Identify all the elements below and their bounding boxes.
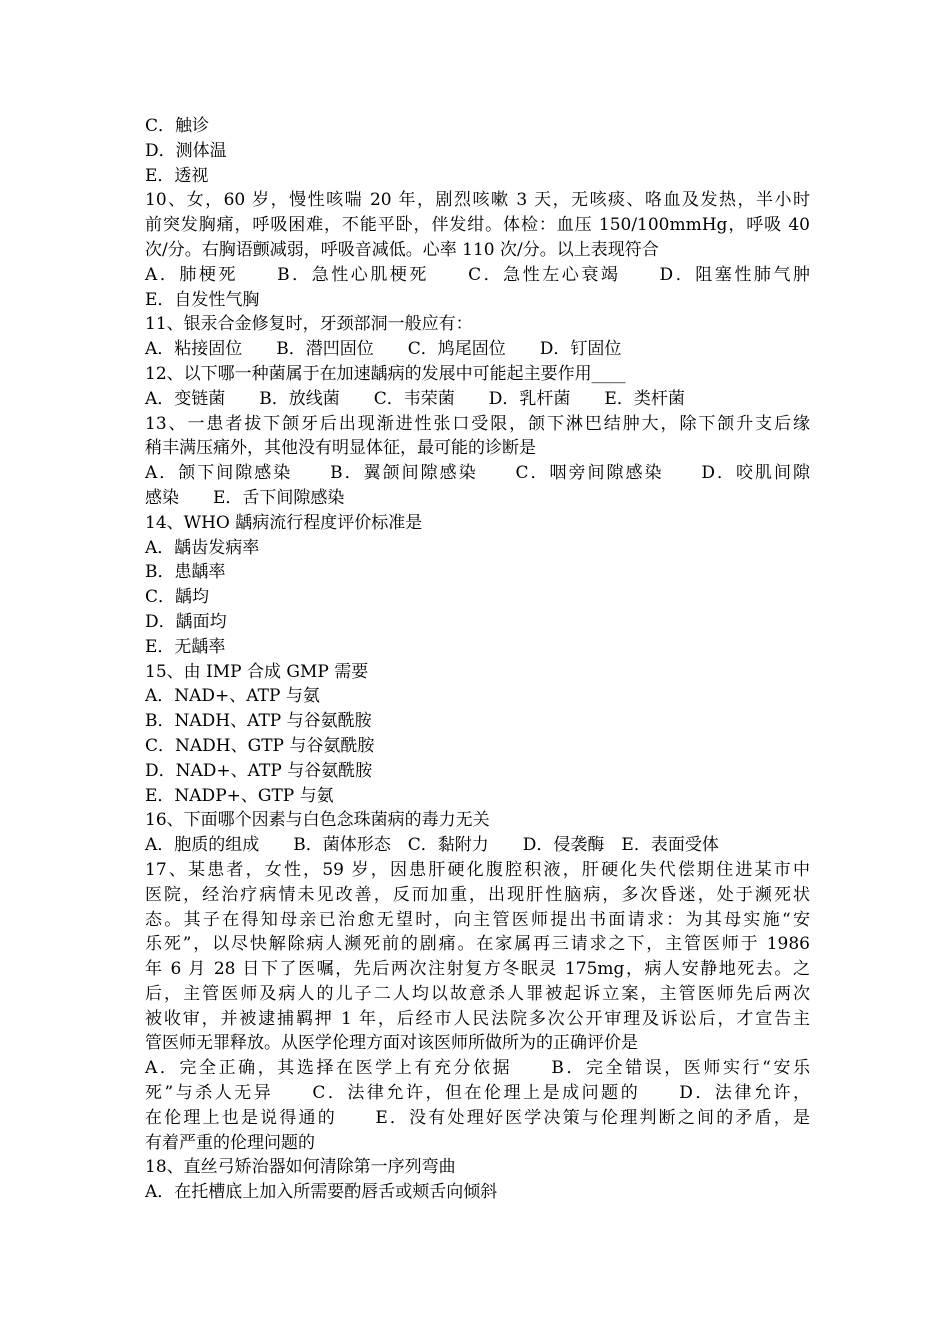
question-line: 16、下面哪个因素与白色念珠菌病的毒力无关 bbox=[145, 810, 490, 831]
option-line: B．患龋率 bbox=[145, 562, 226, 583]
question-line: 12、以下哪一种菌属于在加速龋病的发展中可能起主要作用____ bbox=[145, 363, 626, 384]
option-line: C．NADH、GTP 与谷氨酰胺 bbox=[145, 735, 375, 756]
option-line: A．龋齿发病率 bbox=[145, 537, 260, 558]
options-line: A．变链菌 B．放线菌 C．韦荣菌 D．乳杆菌 E．类杆菌 bbox=[145, 388, 685, 409]
question-line: 11、银汞合金修复时，牙颈部洞一般应有： bbox=[145, 314, 473, 335]
options-line: A．颌下间隙感染 B．翼颌间隙感染 C．咽旁间隙感染 D．咬肌间隙 bbox=[145, 463, 810, 484]
options-line: E．自发性气胸 bbox=[145, 289, 260, 310]
options-line: 死”与杀人无异 C．法律允许，但在伦理上是成问题的 D．法律允许， bbox=[145, 1083, 810, 1104]
option-line: E．NADP+、GTP 与氨 bbox=[145, 785, 334, 806]
option-line: D．NAD+、ATP 与谷氨酰胺 bbox=[145, 760, 373, 781]
question-line: 后，主管医师及病人的儿子二人均以故意杀人罪被起诉立案，主管医师先后两次 bbox=[145, 983, 810, 1004]
question-line: 10、女，60 岁，慢性咳喘 20 年，剧烈咳嗽 3 天，无咳痰、咯血及发热，半小时 bbox=[145, 190, 810, 211]
question-line: 次/分。右胸语颤减弱，呼吸音减低。心率 110 次/分。以上表现符合 bbox=[145, 239, 659, 260]
question-line: 态。其子在得知母亲已治愈无望时，向主管医师提出书面请求：为其母实施“安 bbox=[145, 909, 810, 930]
option-line: C．龋均 bbox=[145, 587, 210, 608]
question-line: 医院，经治疗病情未见改善，反而加重，出现肝性脑病，多次昏迷，处于濒死状 bbox=[145, 884, 810, 905]
document-page bbox=[145, 114, 810, 1205]
text-line: E．透视 bbox=[145, 165, 209, 186]
question-line: 管医师无罪释放。从医学伦理方面对该医师所做所为的正确评价是 bbox=[145, 1033, 638, 1054]
options-line: A．胞质的组成 B．菌体形态 C．黏附力 D．侵袭酶 E．表面受体 bbox=[145, 835, 719, 856]
question-line: 18、直丝弓矫治器如何清除第一序列弯曲 bbox=[145, 1157, 456, 1178]
text-line: D．测体温 bbox=[145, 140, 227, 161]
question-line: 14、WHO 龋病流行程度评价标准是 bbox=[145, 512, 423, 533]
option-line: A．在托槽底上加入所需要酌唇舌或颊舌向倾斜 bbox=[145, 1182, 498, 1203]
question-line: 13、一患者拔下颌牙后出现渐进性张口受限，颌下淋巴结肿大，除下颌升支后缘 bbox=[145, 413, 810, 434]
question-line: 年 6 月 28 日下了医嘱，先后两次注射复方冬眠灵 175mg，病人安静地死去。之 bbox=[145, 959, 810, 980]
option-line: B．NADH、ATP 与谷氨酰胺 bbox=[145, 711, 372, 732]
question-line: 乐死”，以尽快解除病人濒死前的剧痛。在家属再三请求之下，主管医师于 1986 bbox=[145, 934, 810, 955]
options-line: 感染 E．舌下间隙感染 bbox=[145, 487, 345, 508]
options-line: A．粘接固位 B．潜凹固位 C．鸠尾固位 D．钉固位 bbox=[145, 339, 622, 360]
question-line: 15、由 IMP 合成 GMP 需要 bbox=[145, 661, 369, 682]
option-line: E．无龋率 bbox=[145, 636, 226, 657]
options-line: 在伦理上也是说得通的 E．没有处理好医学决策与伦理判断之间的矛盾，是 bbox=[145, 1107, 810, 1128]
options-line: A．肺梗死 B．急性心肌梗死 C．急性左心衰竭 D．阻塞性肺气肿 bbox=[145, 264, 810, 285]
question-line: 被收审，并被逮捕羁押 1 年，后经市人民法院多次公开审理及诉讼后，才宣告主 bbox=[145, 1008, 810, 1029]
option-line: D．龋面均 bbox=[145, 611, 227, 632]
options-line: 有着严重的伦理问题的 bbox=[145, 1132, 315, 1153]
question-line: 前突发胸痛，呼吸困难，不能平卧，伴发绀。体检：血压 150/100mmHg，呼吸 40 bbox=[145, 215, 810, 236]
text-line: C．触诊 bbox=[145, 116, 210, 136]
question-line: 17、某患者，女性，59 岁，因患肝硬化腹腔积液，肝硬化失代偿期住进某市中 bbox=[145, 859, 810, 880]
option-line: A．NAD+、ATP 与氨 bbox=[145, 686, 320, 707]
options-line: A．完全正确，其选择在医学上有充分依据 B．完全错误，医师实行“安乐 bbox=[145, 1058, 810, 1079]
question-line: 稍丰满压痛外，其他没有明显体征，最可能的诊断是 bbox=[145, 438, 536, 459]
